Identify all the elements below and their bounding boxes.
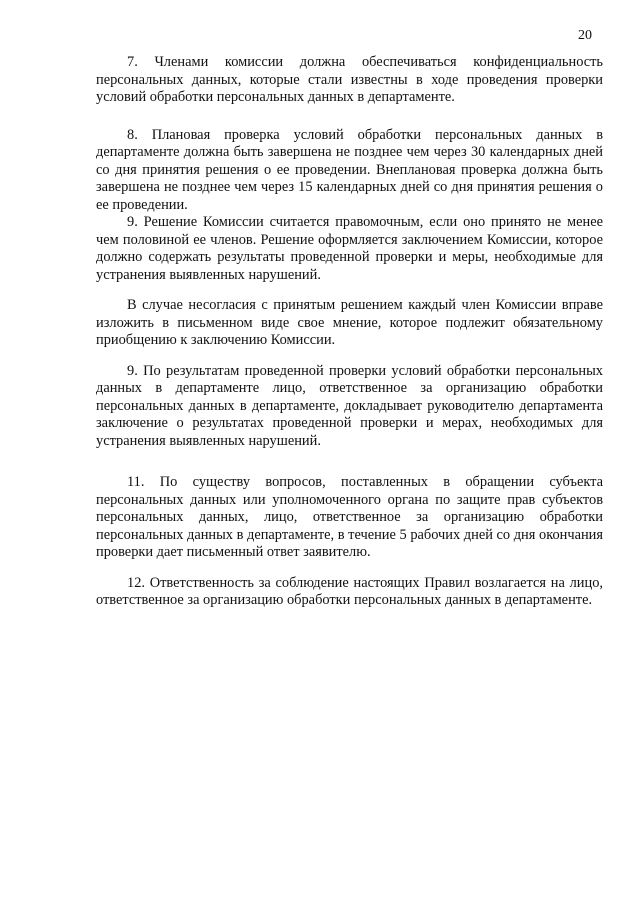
paragraph-8: 8. Плановая проверка условий обработки персональных данных в департаменте должна быть завершена не позднее чем через 30 календарных дней со дня принятия решения о ее проведении. Внеплановая проверка должна быть завершена не позднее чем через 15 календарных дней со дня принятия решения о ее проведении. — [96, 126, 603, 213]
page-number: 20 — [578, 28, 592, 43]
paragraph-7: 7. Членами комиссии должна обеспечиваться конфиденциальность персональных данных, которые стали известны в ходе проведения проверки условий обработки персональных данных в департаменте. — [96, 54, 603, 105]
paragraph-11: 11. По существу вопросов, поставленных в обращении субъекта персональных данных или уполномоченного органа по защите прав субъектов персональных данных, лицо, ответственное за организацию обработки персональных данных в департаменте, в течение 5 рабочих дней со дня окончания проверки дает письменный ответ заявителю. — [96, 474, 603, 560]
paragraph-9-decision: 9. Решение Комиссии считается правомочным, если оно принято не менее чем половиной ее членов. Решение оформляется заключением Комиссии, которое должно содержать результаты проведенной проверки и меры, необходимые для устранения выявленных нарушений. — [96, 214, 603, 283]
paragraph-9-results: 9. По результатам проведенной проверки условий обработки персональных данных в департаменте лицо, ответственное за организацию обработки персональных данных в департаменте, докладывает руководителю департамента заключение о результатах проведенной проверки и мерах, необходимых для устранения выявленных нарушений. — [96, 362, 603, 449]
paragraph-12: 12. Ответственность за соблюдение настоящих Правил возлагается на лицо, ответственное за организацию обработки персональных данных в департаменте. — [96, 574, 603, 608]
document-body — [96, 54, 603, 610]
paragraph-disagreement: В случае несогласия с принятым решением каждый член Комиссии вправе изложить в письменном виде свое мнение, которое подлежит обязательному приобщению к заключению Комиссии. — [96, 297, 603, 348]
